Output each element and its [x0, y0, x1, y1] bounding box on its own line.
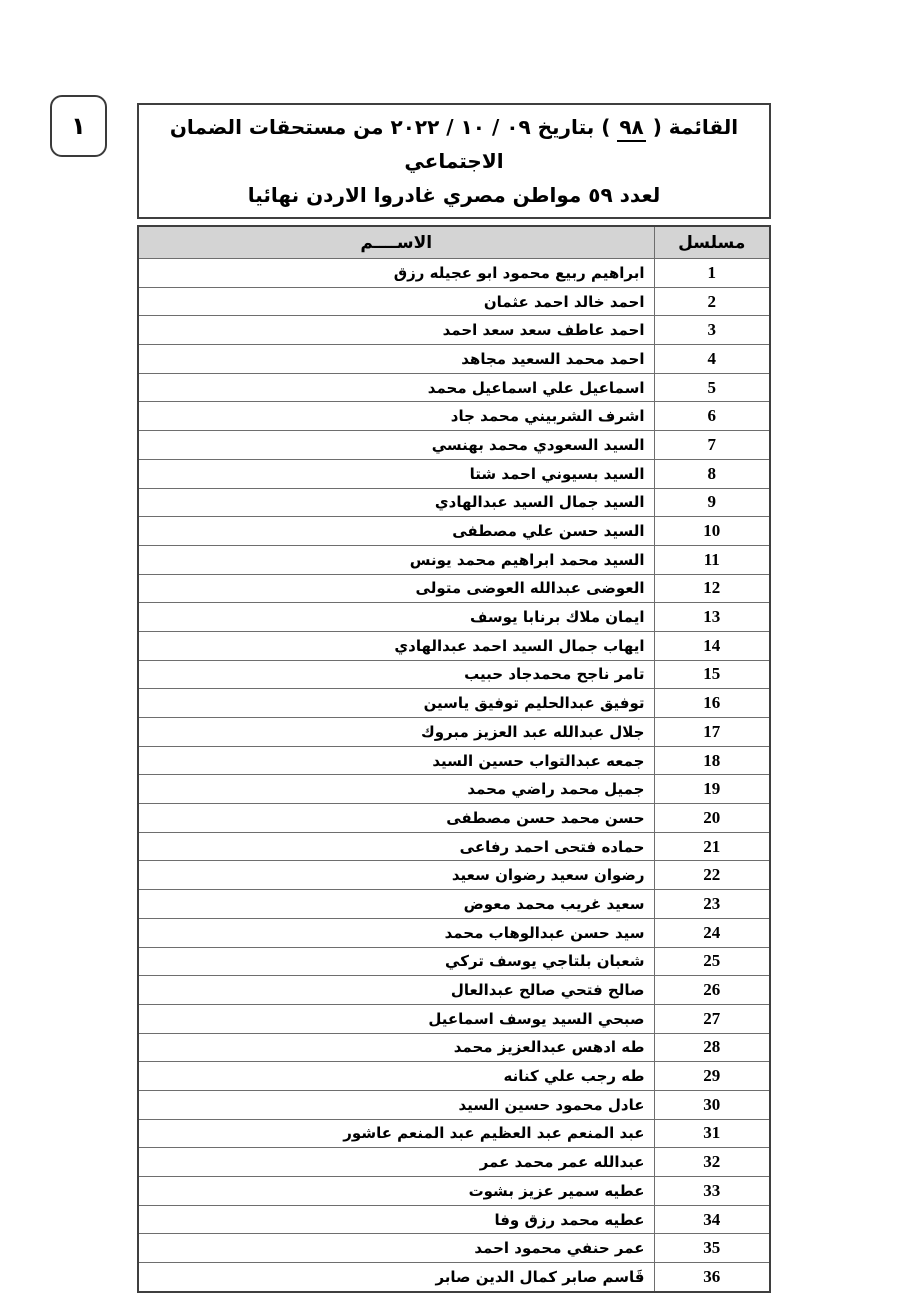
serial-cell: 15 [654, 660, 770, 689]
serial-cell: 7 [654, 431, 770, 460]
name-cell: تامر ناجح محمدجاد حبيب [138, 660, 654, 689]
name-cell: حسن محمد حسن مصطفى [138, 804, 654, 833]
name-cell: قَاسم صابر كمال الدين صابر [138, 1263, 654, 1292]
serial-cell: 17 [654, 718, 770, 747]
table-row [138, 718, 770, 747]
table-row [138, 746, 770, 775]
column-header-serial: مسلسل [654, 226, 770, 259]
table-row [138, 775, 770, 804]
serial-cell: 31 [654, 1119, 770, 1148]
table-row [138, 345, 770, 374]
list-date: ٠٩ / ١٠ / ٢٠٢٢ [390, 115, 531, 139]
name-cell: احمد خالد احمد عثمان [138, 287, 654, 316]
name-cell: السيد حسن علي مصطفى [138, 517, 654, 546]
name-cell: احمد محمد السعيد مجاهد [138, 345, 654, 374]
serial-cell: 36 [654, 1263, 770, 1292]
count-label-prefix: لعدد [612, 183, 661, 207]
table-row [138, 1234, 770, 1263]
table-body [138, 259, 770, 1292]
table-container [137, 225, 771, 1293]
table-row [138, 1090, 770, 1119]
table-row [138, 287, 770, 316]
table-row [138, 660, 770, 689]
name-cell: شعبان بلتاجي يوسف تركي [138, 947, 654, 976]
name-cell: صالح فتحي صالح عبدالعال [138, 976, 654, 1005]
table-row [138, 373, 770, 402]
serial-cell: 22 [654, 861, 770, 890]
table-row [138, 1177, 770, 1206]
document [137, 103, 771, 1293]
serial-cell: 25 [654, 947, 770, 976]
table-row [138, 976, 770, 1005]
table-row [138, 517, 770, 546]
serial-cell: 27 [654, 1004, 770, 1033]
serial-cell: 12 [654, 574, 770, 603]
name-cell: جلال عبدالله عبد العزيز مبروك [138, 718, 654, 747]
serial-cell: 14 [654, 631, 770, 660]
serial-cell: 8 [654, 459, 770, 488]
table-row [138, 832, 770, 861]
table-row [138, 689, 770, 718]
table-row [138, 861, 770, 890]
name-cell: اسماعيل علي اسماعيل محمد [138, 373, 654, 402]
table-row [138, 603, 770, 632]
table-row [138, 259, 770, 288]
title-line-2 [143, 178, 765, 212]
serial-cell: 2 [654, 287, 770, 316]
table-row [138, 402, 770, 431]
name-cell: عبدالله عمر محمد عمر [138, 1148, 654, 1177]
table-header-row [138, 226, 770, 259]
serial-cell: 10 [654, 517, 770, 546]
serial-cell: 32 [654, 1148, 770, 1177]
serial-cell: 19 [654, 775, 770, 804]
serial-cell: 13 [654, 603, 770, 632]
title-text-prefix: القائمة ( [645, 115, 739, 139]
name-cell: توفيق عبدالحليم توفيق ياسين [138, 689, 654, 718]
name-cell: حماده فتحى احمد رفاعى [138, 832, 654, 861]
table-row [138, 574, 770, 603]
name-cell: عبد المنعم عبد العظيم عبد المنعم عاشور [138, 1119, 654, 1148]
table-row [138, 1004, 770, 1033]
table-row [138, 1263, 770, 1292]
name-cell: طه ادهس عبدالعزيز محمد [138, 1033, 654, 1062]
serial-cell: 18 [654, 746, 770, 775]
table-row [138, 545, 770, 574]
page-number-badge [50, 95, 107, 157]
name-cell: ابراهيم ربيع محمود ابو عجيله رزق [138, 259, 654, 288]
name-cell: سعيد غريب محمد معوض [138, 890, 654, 919]
list-title-box [137, 103, 771, 219]
serial-cell: 26 [654, 976, 770, 1005]
serial-cell: 20 [654, 804, 770, 833]
serial-cell: 34 [654, 1205, 770, 1234]
name-cell: السيد جمال السيد عبدالهادي [138, 488, 654, 517]
table-row [138, 918, 770, 947]
table-row [138, 1033, 770, 1062]
names-table [137, 225, 771, 1293]
name-cell: عطيه سمير عزيز بشوت [138, 1177, 654, 1206]
title-text-mid: ) بتاريخ [530, 115, 618, 139]
name-cell: السيد بسيوني احمد شتا [138, 459, 654, 488]
serial-cell: 1 [654, 259, 770, 288]
table-row [138, 1205, 770, 1234]
name-cell: عطيه محمد رزق وفا [138, 1205, 654, 1234]
title-text-tail: من مستحقات الضمان الاجتماعي [169, 115, 504, 173]
serial-cell: 9 [654, 488, 770, 517]
name-cell: السيد السعودي محمد بهنسي [138, 431, 654, 460]
name-cell: صبحي السيد يوسف اسماعيل [138, 1004, 654, 1033]
name-cell: اشرف الشربيني محمد جاد [138, 402, 654, 431]
page-number: ١ [71, 112, 86, 140]
serial-cell: 16 [654, 689, 770, 718]
name-cell: السيد محمد ابراهيم محمد يونس [138, 545, 654, 574]
name-cell: العوضى عبدالله العوضى متولى [138, 574, 654, 603]
serial-cell: 30 [654, 1090, 770, 1119]
table-row [138, 316, 770, 345]
name-cell: جمعه عبدالتواب حسين السيد [138, 746, 654, 775]
table-row [138, 488, 770, 517]
serial-cell: 5 [654, 373, 770, 402]
title-line-1 [143, 110, 765, 178]
serial-cell: 3 [654, 316, 770, 345]
table-row [138, 631, 770, 660]
name-cell: ايمان ملاك برنابا يوسف [138, 603, 654, 632]
name-cell: عادل محمود حسين السيد [138, 1090, 654, 1119]
table-row [138, 947, 770, 976]
serial-cell: 28 [654, 1033, 770, 1062]
name-cell: ايهاب جمال السيد احمد عبدالهادي [138, 631, 654, 660]
citizen-count: ٥٩ [588, 183, 613, 207]
column-header-name: الاســــم [138, 226, 654, 259]
name-cell: طه رجب علي كنانه [138, 1062, 654, 1091]
table-row [138, 431, 770, 460]
name-cell: سيد حسن عبدالوهاب محمد [138, 918, 654, 947]
serial-cell: 24 [654, 918, 770, 947]
serial-cell: 11 [654, 545, 770, 574]
table-row [138, 459, 770, 488]
serial-cell: 6 [654, 402, 770, 431]
name-cell: عمر حنفي محمود احمد [138, 1234, 654, 1263]
serial-cell: 33 [654, 1177, 770, 1206]
name-cell: جميل محمد راضي محمد [138, 775, 654, 804]
name-cell: رضوان سعيد رضوان سعيد [138, 861, 654, 890]
serial-cell: 21 [654, 832, 770, 861]
list-number: ٩٨ [617, 115, 645, 142]
table-row [138, 804, 770, 833]
name-cell: احمد عاطف سعد سعد احمد [138, 316, 654, 345]
table-row [138, 1119, 770, 1148]
table-row [138, 890, 770, 919]
count-label-tail: مواطن مصري غادروا الاردن نهائيا [247, 183, 589, 207]
serial-cell: 4 [654, 345, 770, 374]
serial-cell: 29 [654, 1062, 770, 1091]
serial-cell: 23 [654, 890, 770, 919]
serial-cell: 35 [654, 1234, 770, 1263]
table-row [138, 1148, 770, 1177]
table-row [138, 1062, 770, 1091]
